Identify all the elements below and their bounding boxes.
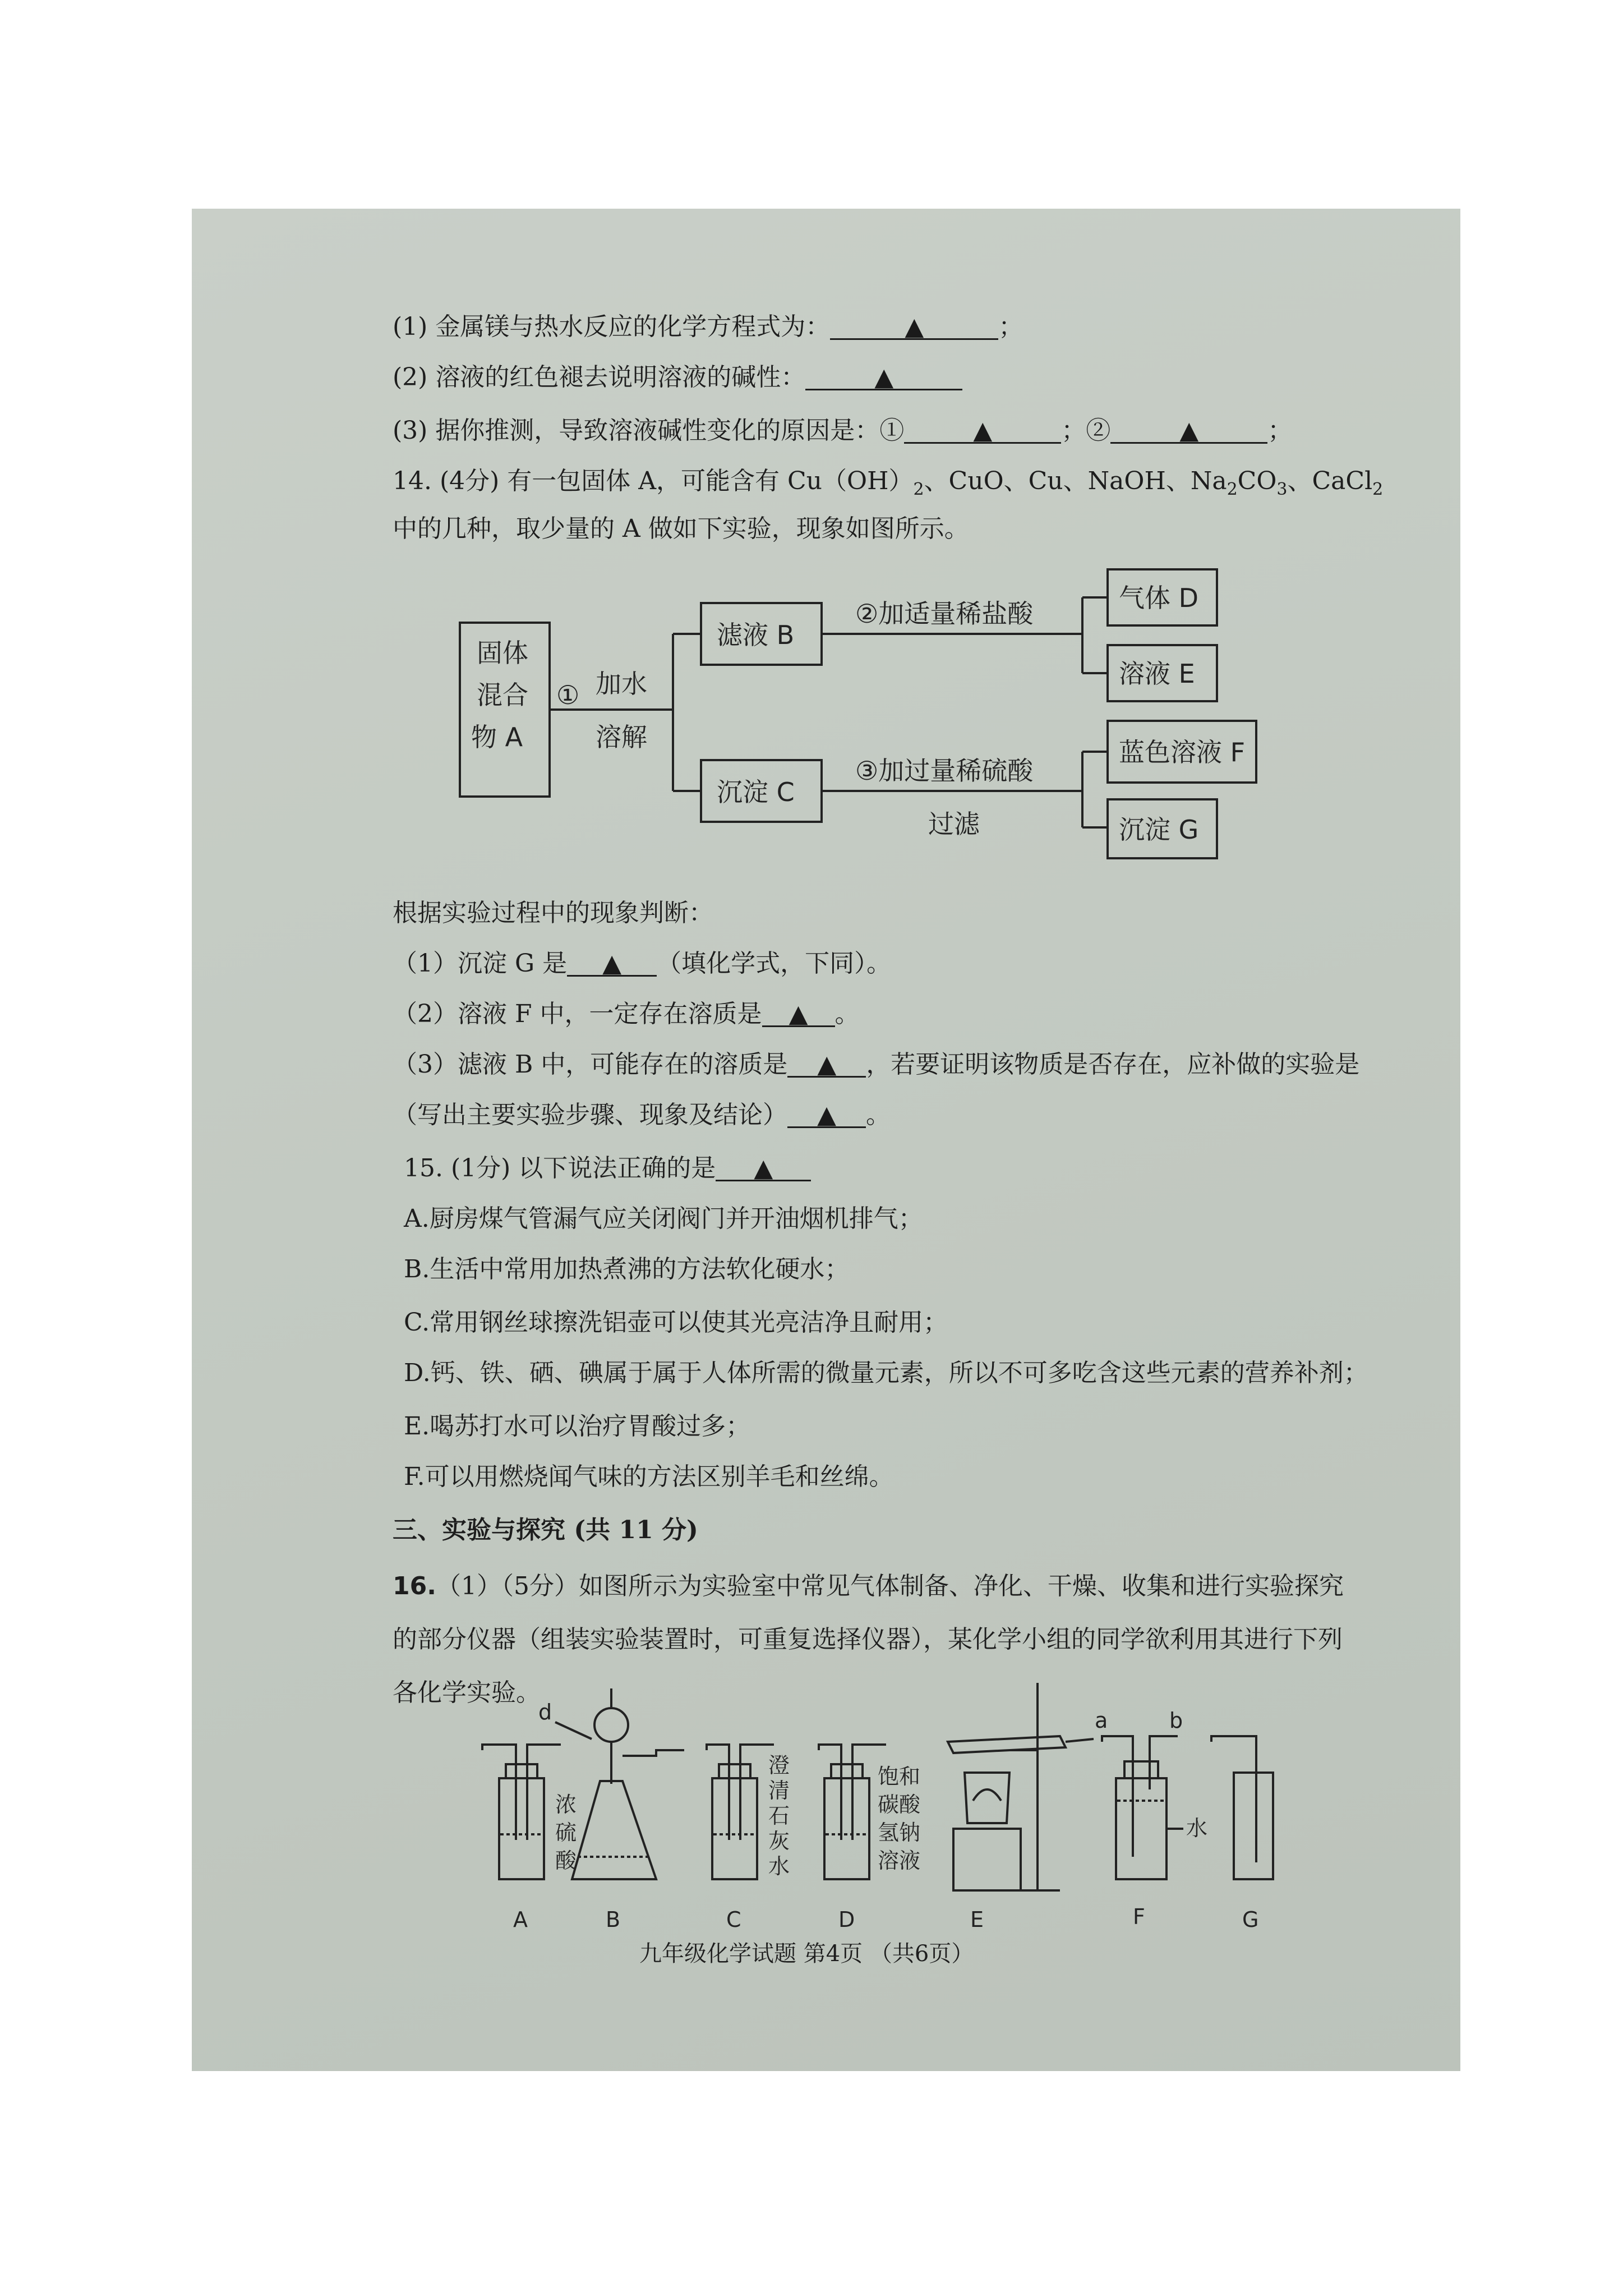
apparatus-label-g: G xyxy=(1242,1907,1259,1932)
q15-option-d: D.钙、铁、硒、碘属于属于人体所需的微量元素，所以不可多吃含这些元素的营养补剂； xyxy=(404,1359,1368,1387)
q13-part3: (3) 据你推测，导致溶液碱性变化的原因是：① ▲ ；② ▲ ； xyxy=(393,416,1293,445)
answer-blank[interactable]: ▲ xyxy=(787,1049,866,1078)
precip-g: 沉淀 G xyxy=(1119,815,1199,845)
q16-line2: 的部分仪器（组装实验装置时，可重复选择仪器），某化学小组的同学欲利用其进行下列 xyxy=(393,1625,1343,1654)
q15-option-e: E.喝苏打水可以治疗胃酸过多； xyxy=(404,1412,751,1441)
gas-d: 气体 D xyxy=(1119,583,1199,613)
q13-part1: (1) 金属镁与热水反应的化学方程式为： ▲ ； xyxy=(393,312,1023,341)
apparatus-a-liquid: 酸 xyxy=(555,1848,577,1873)
blue-solution-f: 蓝色溶液 F xyxy=(1119,737,1246,767)
q14-intro-2: 中的几种，取少量的 A 做如下实验，现象如图所示。 xyxy=(393,514,969,543)
step1-text: 溶解 xyxy=(596,722,647,752)
q16-line3: 各化学实验。 xyxy=(393,1678,541,1707)
answer-blank[interactable]: ▲ xyxy=(904,415,1061,444)
q13-part2: (2) 溶液的红色褪去说明溶液的碱性： ▲ xyxy=(393,362,962,393)
apparatus-a-liquid: 硫 xyxy=(555,1820,577,1845)
apparatus-c-liquid: 澄 xyxy=(768,1753,790,1778)
apparatus-label-a: A xyxy=(513,1907,528,1932)
apparatus-d-liquid: 氢钠 xyxy=(878,1820,921,1845)
apparatus-c-liquid: 清 xyxy=(768,1778,790,1803)
answer-blank[interactable]: ▲ xyxy=(716,1153,811,1181)
solution-e: 溶液 E xyxy=(1119,659,1195,689)
q14-answer-2: （2）溶液 F 中，一定存在溶质是 ▲ 。 xyxy=(393,1000,860,1028)
q14-answer-3-line2: （写出主要实验步骤、现象及结论） ▲ 。 xyxy=(393,1101,891,1129)
q16-apparatus xyxy=(471,1672,1301,1941)
answer-blank[interactable]: ▲ xyxy=(567,948,657,977)
q16-line1: 16.（1）（5分）如图所示为实验室中常见气体制备、净化、干燥、收集和进行实验探究 xyxy=(393,1572,1344,1600)
precip-c: 沉淀 C xyxy=(717,777,795,807)
apparatus-c-liquid: 水 xyxy=(768,1854,790,1879)
step3-text: ③加过量稀硫酸 xyxy=(855,756,1034,786)
apparatus-d-liquid: 碳酸 xyxy=(878,1792,921,1817)
apparatus-b-d: d xyxy=(538,1700,552,1724)
apparatus-label-b: B xyxy=(606,1907,621,1932)
apparatus-c-liquid: 石 xyxy=(768,1803,790,1828)
apparatus-d-liquid: 溶液 xyxy=(878,1848,921,1873)
solid-a-text: 混合 xyxy=(477,680,528,710)
filtrate-b: 滤液 B xyxy=(717,620,795,650)
q15-option-b: B.生活中常用加热煮沸的方法软化硬水； xyxy=(404,1255,850,1283)
q15-option-f: F.可以用燃烧闻气味的方法区别羊毛和丝绵。 xyxy=(404,1462,894,1491)
answer-blank[interactable]: ▲ xyxy=(762,999,835,1027)
answer-blank[interactable]: ▲ xyxy=(830,311,998,340)
apparatus-label-c: C xyxy=(726,1907,741,1932)
q14-answer-3: （3）滤液 B 中，可能存在的溶质是 ▲ ，若要证明该物质是否存在，应补做的实验是 xyxy=(393,1050,1360,1079)
solid-a-text: 物 A xyxy=(471,722,523,752)
apparatus-label-d: D xyxy=(838,1907,855,1932)
apparatus-f-water: 水 xyxy=(1186,1816,1208,1841)
page-footer: 九年级化学试题 第4页 （共6页） xyxy=(639,1941,974,1967)
apparatus-f-b: b xyxy=(1169,1708,1183,1733)
q14-flow-diagram xyxy=(449,567,1290,881)
apparatus-c-liquid: 灰 xyxy=(768,1829,790,1853)
step3-sub: 过滤 xyxy=(928,809,980,839)
apparatus-label-e: E xyxy=(970,1907,984,1932)
solid-a-text: 固体 xyxy=(477,638,528,668)
q14-judge: 根据实验过程中的现象判断： xyxy=(393,899,713,927)
q15-stem: 15. (1分) 以下说法正确的是 ▲ xyxy=(404,1153,811,1184)
section-3-heading: 三、实验与探究 (共 11 分) xyxy=(393,1516,698,1544)
answer-blank[interactable]: ▲ xyxy=(805,362,962,390)
q15-option-c: C.常用钢丝球擦洗铝壶可以使其光亮洁净且耐用； xyxy=(404,1308,948,1337)
apparatus-a-liquid: 浓 xyxy=(555,1792,577,1817)
step1-num: ① xyxy=(556,680,580,710)
step2-text: ②加适量稀盐酸 xyxy=(855,599,1034,629)
q14-answer-1: （1）沉淀 G 是 ▲ （填化学式，下同）。 xyxy=(393,949,892,978)
answer-blank[interactable]: ▲ xyxy=(787,1099,866,1128)
step1-text: 加水 xyxy=(596,669,647,699)
apparatus-d-liquid: 饱和 xyxy=(878,1764,921,1789)
q15-option-a: A.厨房煤气管漏气应关闭阀门并开油烟机排气； xyxy=(404,1204,923,1233)
answer-blank[interactable]: ▲ xyxy=(1110,415,1267,444)
apparatus-f-a: a xyxy=(1095,1708,1108,1733)
q14-intro: 14. (4分) 有一包固体 A，可能含有 $Cu(OH)_2$、CuO、Cu、NaOH、$Na_2CO_3$、CaCl$_2$ xyxy=(393,467,1384,499)
apparatus-label-f: F xyxy=(1133,1904,1145,1929)
